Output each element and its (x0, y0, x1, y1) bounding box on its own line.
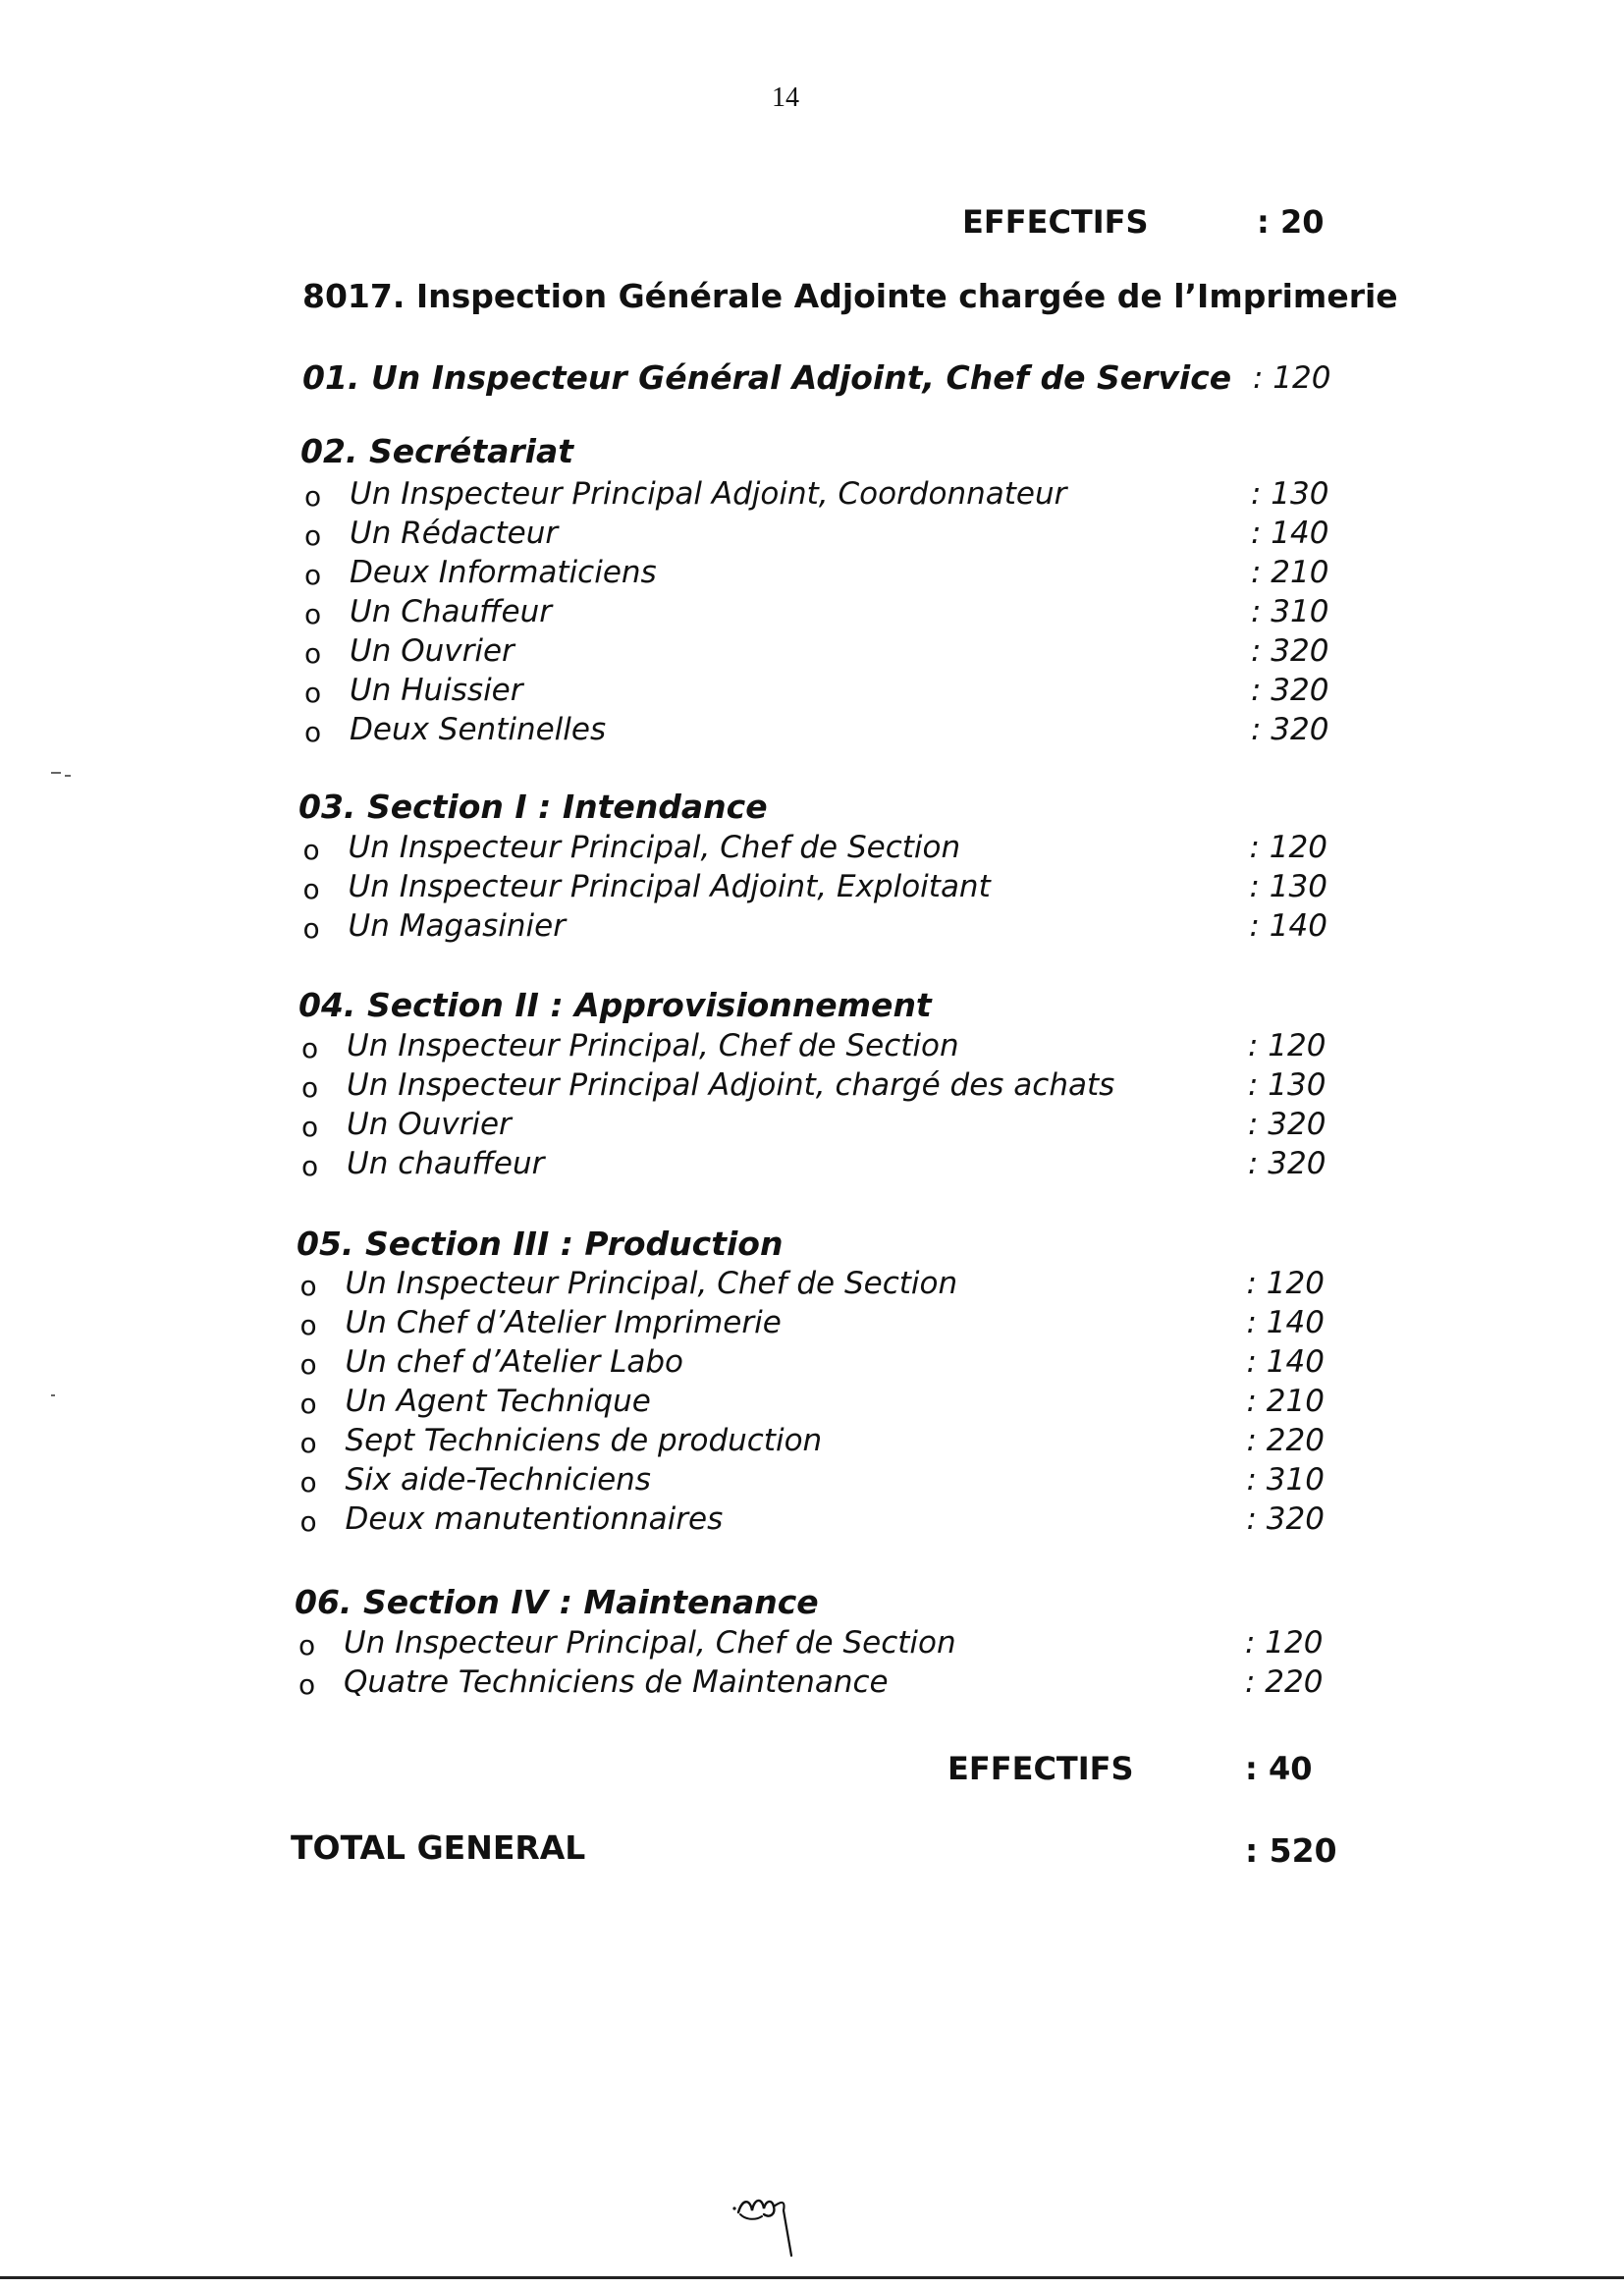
item-code: : 310 (1251, 594, 1329, 629)
effectifs-label-top: EFFECTIFS (962, 203, 1149, 241)
list-item (0, 908, 1624, 948)
item-label: Un Chauffeur (350, 594, 552, 629)
item-label: Un Rédacteur (350, 516, 559, 551)
bullet-icon: o (304, 677, 322, 709)
bullet-icon: o (302, 873, 320, 905)
item-label: Un Ouvrier (347, 1107, 512, 1142)
item-label: Un Inspecteur Principal Adjoint, chargé des achats (347, 1067, 1115, 1103)
item-label: Un Inspecteur Principal, Chef de Section (344, 1625, 956, 1661)
bullet-icon: o (299, 1427, 317, 1459)
item-code: : 320 (1248, 1146, 1326, 1181)
item-label: Deux Sentinelles (350, 712, 607, 747)
bullet-icon: o (304, 598, 322, 630)
section-heading-03: 03. Section I : Intendance (298, 788, 768, 826)
list-item (0, 1501, 1624, 1541)
item-code: : 320 (1248, 1107, 1326, 1142)
item-label: Un Inspecteur Principal, Chef de Section (348, 830, 961, 865)
list-item (0, 476, 1624, 516)
item-code: : 140 (1249, 908, 1327, 944)
total-general-value: : 520 (1245, 1831, 1337, 1870)
org-title: 8017. Inspection Générale Adjointe chargée de l’Imprimerie (302, 277, 1398, 315)
list-item (0, 633, 1624, 673)
list-item (0, 594, 1624, 633)
list-item (0, 869, 1624, 908)
item-code: : 120 (1248, 1028, 1326, 1063)
bullet-icon: o (299, 1348, 317, 1381)
list-item (0, 673, 1624, 712)
list-item (0, 1028, 1624, 1067)
section-heading-05: 05. Section III : Production (297, 1225, 784, 1263)
item-code: : 320 (1246, 1501, 1325, 1537)
bullet-icon: o (299, 1388, 317, 1420)
item-code: : 320 (1251, 633, 1329, 669)
bullet-icon: o (304, 637, 322, 670)
list-item (0, 1664, 1624, 1704)
section-code-01: : 120 (1253, 360, 1331, 396)
bullet-icon: o (298, 1668, 316, 1701)
item-label: Un Magasinier (348, 908, 566, 944)
item-label: Un chauffeur (347, 1146, 545, 1181)
item-code: : 120 (1245, 1625, 1324, 1661)
bullet-icon: o (302, 912, 320, 945)
list-item (0, 1625, 1624, 1664)
section-heading-04: 04. Section II : Approvisionnement (298, 986, 932, 1024)
scan-speck (51, 1394, 55, 1396)
item-code: : 130 (1248, 1067, 1326, 1103)
bullet-icon: o (304, 519, 322, 552)
list-item (0, 1423, 1624, 1462)
item-code: : 130 (1249, 869, 1327, 904)
scan-speck (51, 772, 61, 774)
total-general-label: TOTAL GENERAL (291, 1828, 586, 1867)
item-code: : 210 (1246, 1384, 1325, 1419)
list-item (0, 555, 1624, 594)
item-label: Un Inspecteur Principal Adjoint, Exploitant (348, 869, 991, 904)
item-code: : 130 (1251, 476, 1329, 512)
item-code: : 140 (1251, 516, 1329, 551)
item-label: Six aide-Techniciens (345, 1462, 651, 1498)
list-item (0, 516, 1624, 555)
item-label: Deux Informaticiens (350, 555, 657, 590)
bullet-icon: o (301, 1071, 319, 1104)
bullet-icon: o (304, 559, 322, 591)
page-number: 14 (772, 82, 799, 113)
bullet-icon: o (299, 1270, 317, 1302)
item-code: : 210 (1251, 555, 1329, 590)
bullet-icon: o (301, 1111, 319, 1143)
item-code: : 220 (1246, 1423, 1325, 1458)
list-item (0, 1266, 1624, 1305)
list-item (0, 1384, 1624, 1423)
list-item (0, 830, 1624, 869)
item-code: : 310 (1246, 1462, 1325, 1498)
list-item (0, 1146, 1624, 1185)
item-code: : 140 (1246, 1305, 1325, 1340)
item-label: Un Ouvrier (350, 633, 514, 669)
list-item (0, 1344, 1624, 1384)
item-label: Sept Techniciens de production (345, 1423, 823, 1458)
bottom-rule (0, 2276, 1624, 2279)
bullet-icon: o (301, 1150, 319, 1182)
item-code: : 220 (1245, 1664, 1324, 1700)
item-code: : 320 (1251, 712, 1329, 747)
list-item (0, 1067, 1624, 1107)
item-label: Un Inspecteur Principal Adjoint, Coordonnateur (350, 476, 1067, 512)
effectifs-value-bottom: : 40 (1245, 1750, 1313, 1787)
section-heading-01: 01. Un Inspecteur Général Adjoint, Chef de Service (302, 358, 1232, 397)
item-label: Quatre Techniciens de Maintenance (344, 1664, 889, 1700)
bullet-icon: o (304, 480, 322, 513)
section-heading-06: 06. Section IV : Maintenance (295, 1583, 819, 1621)
item-label: Un Agent Technique (345, 1384, 651, 1419)
list-item (0, 1107, 1624, 1146)
item-label: Deux manutentionnaires (345, 1501, 724, 1537)
bullet-icon: o (299, 1505, 317, 1538)
section-heading-02: 02. Secrétariat (300, 432, 573, 470)
bullet-icon: o (299, 1466, 317, 1499)
effectifs-label-bottom: EFFECTIFS (947, 1750, 1134, 1787)
list-item (0, 712, 1624, 751)
bullet-icon: o (301, 1032, 319, 1064)
bullet-icon: o (304, 716, 322, 748)
item-label: Un Inspecteur Principal, Chef de Section (347, 1028, 959, 1063)
item-code: : 120 (1249, 830, 1327, 865)
item-label: Un Huissier (350, 673, 523, 708)
item-label: Un Chef d’Atelier Imprimerie (345, 1305, 782, 1340)
signature-initials (727, 2175, 815, 2263)
list-item (0, 1305, 1624, 1344)
bullet-icon: o (299, 1309, 317, 1341)
bullet-icon: o (302, 834, 320, 866)
effectifs-value-top: : 20 (1257, 203, 1325, 241)
item-label: Un Inspecteur Principal, Chef de Section (345, 1266, 958, 1301)
list-item (0, 1462, 1624, 1501)
item-label: Un chef d’Atelier Labo (345, 1344, 683, 1380)
item-code: : 120 (1246, 1266, 1325, 1301)
item-code: : 320 (1251, 673, 1329, 708)
item-code: : 140 (1246, 1344, 1325, 1380)
scan-speck (65, 775, 71, 777)
bullet-icon: o (298, 1629, 316, 1662)
